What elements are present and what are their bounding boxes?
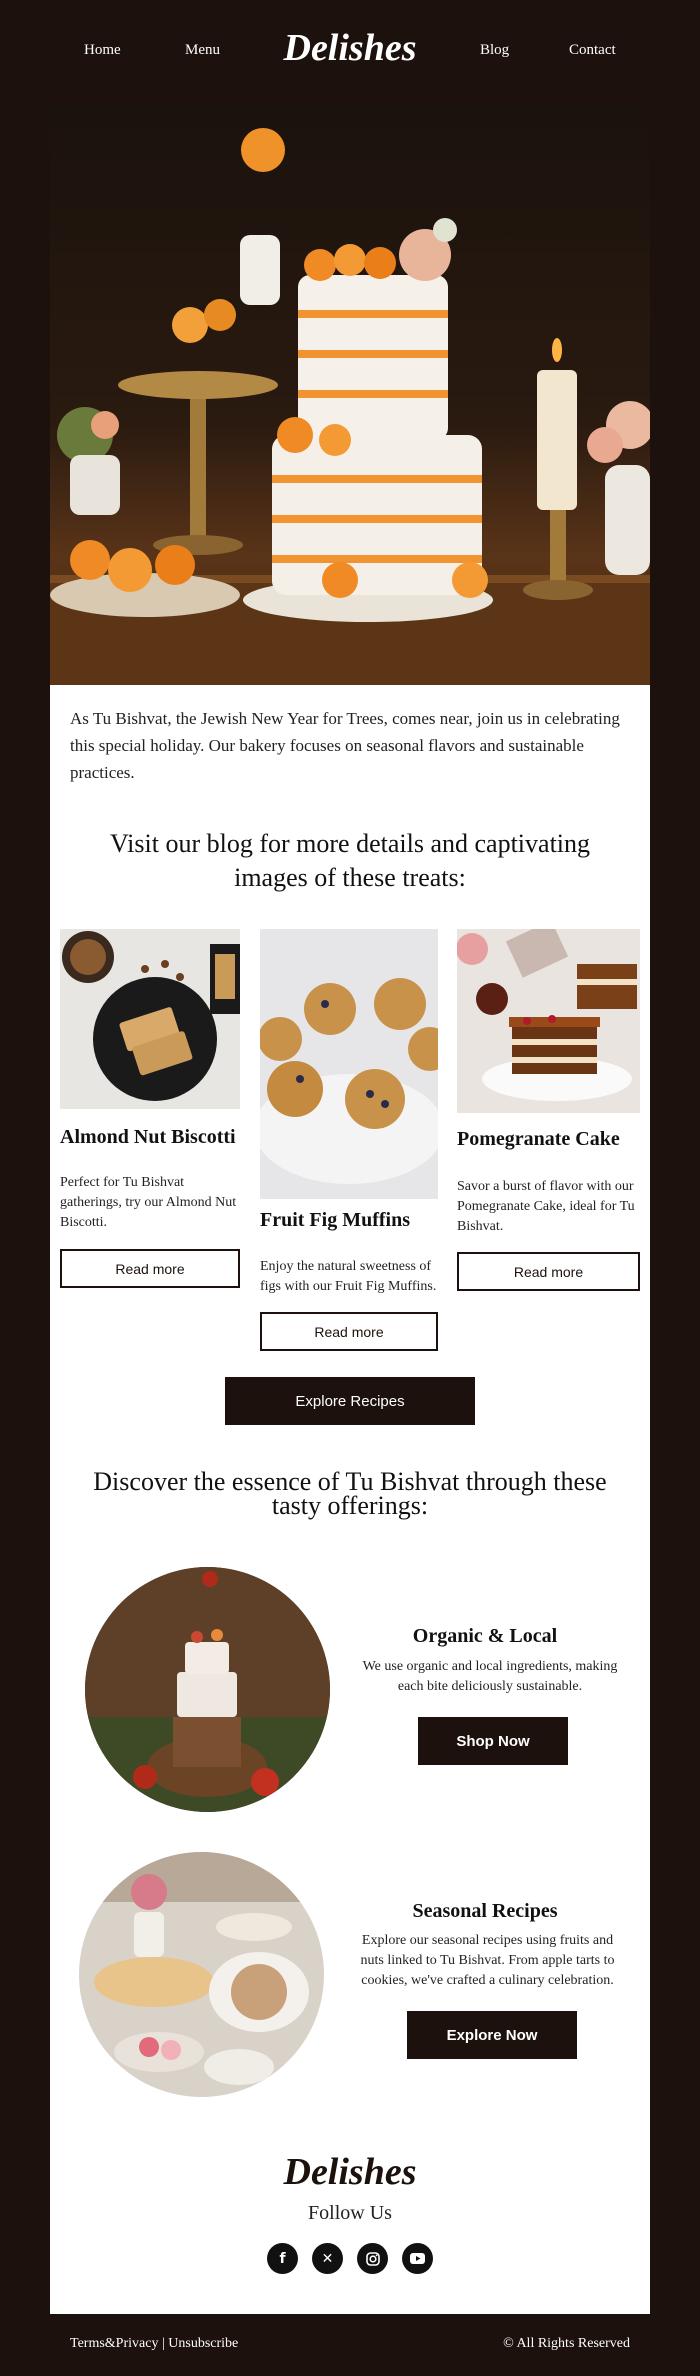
footer-brand: Delishes <box>283 2151 417 2193</box>
email-card <box>50 105 650 2314</box>
product-description: Savor a burst of flavor with our Pomegranate Cake, ideal for Tu Bishvat. <box>457 1179 635 1234</box>
read-more-button[interactable]: Read more <box>60 1249 240 1288</box>
instagram-icon[interactable] <box>357 2243 388 2274</box>
legal-links <box>70 2336 238 2352</box>
unsubscribe-link[interactable]: Unsubscribe <box>168 2336 239 2351</box>
facebook-icon[interactable]: f <box>267 2243 298 2274</box>
feature-title: Organic & Local <box>412 1625 558 1647</box>
muffins-image[interactable] <box>260 929 438 1199</box>
feature-description: We use organic and local ingredients, making each bite deliciously sustainable. <box>362 1659 618 1694</box>
organic-cake-circle-image[interactable] <box>85 1567 330 1812</box>
seasonal-recipes-circle-image[interactable] <box>79 1852 324 2097</box>
nav-blog[interactable]: Blog <box>480 42 510 58</box>
pomegranate-cake-image[interactable] <box>457 929 640 1113</box>
social-links <box>50 2243 650 2274</box>
link-separator: | <box>161 2336 165 2351</box>
brand-name[interactable]: Delishes <box>283 27 417 69</box>
product-title: Almond Nut Biscotti <box>60 1126 236 1148</box>
bottom-bar <box>0 2314 700 2376</box>
product-description: Perfect for Tu Bishvat gatherings, try our Almond Nut Biscotti. <box>60 1175 237 1230</box>
explore-recipes-button[interactable]: Explore Recipes <box>225 1377 475 1425</box>
biscotti-image[interactable] <box>60 929 240 1109</box>
nav-contact[interactable]: Contact <box>569 42 616 58</box>
discover-heading: Discover the essence of Tu Bishvat through these tasty offerings: <box>93 1467 607 1520</box>
feature-title: Seasonal Recipes <box>412 1900 558 1922</box>
nav-home[interactable]: Home <box>84 42 121 58</box>
explore-now-button[interactable]: Explore Now <box>407 2011 577 2059</box>
copyright-text: © All Rights Reserved <box>503 2336 630 2351</box>
product-card-biscotti <box>60 929 240 1277</box>
terms-privacy-link[interactable]: Terms&Privacy <box>70 2336 159 2351</box>
x-icon[interactable]: ✕ <box>312 2243 343 2274</box>
intro-text: As Tu Bishvat, the Jewish New Year for Trees, comes near, join us in celebrating this special holiday. Our bakery focuses on seasonal flavors and sustainable practices. <box>70 709 620 782</box>
read-more-button[interactable]: Read more <box>260 1312 438 1351</box>
product-card-muffins <box>260 929 438 1340</box>
nav-menu[interactable]: Menu <box>185 42 220 58</box>
product-title: Fruit Fig Muffins <box>260 1209 410 1231</box>
follow-us-label: Follow Us <box>308 2202 392 2224</box>
read-more-button[interactable]: Read more <box>457 1252 640 1291</box>
product-description: Enjoy the natural sweetness of figs with our Fruit Fig Muffins. <box>260 1259 437 1294</box>
feature-description: Explore our seasonal recipes using fruits and nuts linked to Tu Bishvat. From apple tarts to cookies, we've crafted a culinary celebration. <box>360 1933 615 1988</box>
blog-heading: Visit our blog for more details and captivating images of these treats: <box>109 829 591 892</box>
header <box>0 0 700 105</box>
youtube-icon[interactable] <box>402 2243 433 2274</box>
hero-cake-image <box>50 105 650 685</box>
product-card-pomegranate <box>457 929 640 1280</box>
product-title: Pomegranate Cake <box>457 1128 620 1150</box>
shop-now-button[interactable]: Shop Now <box>418 1717 568 1765</box>
